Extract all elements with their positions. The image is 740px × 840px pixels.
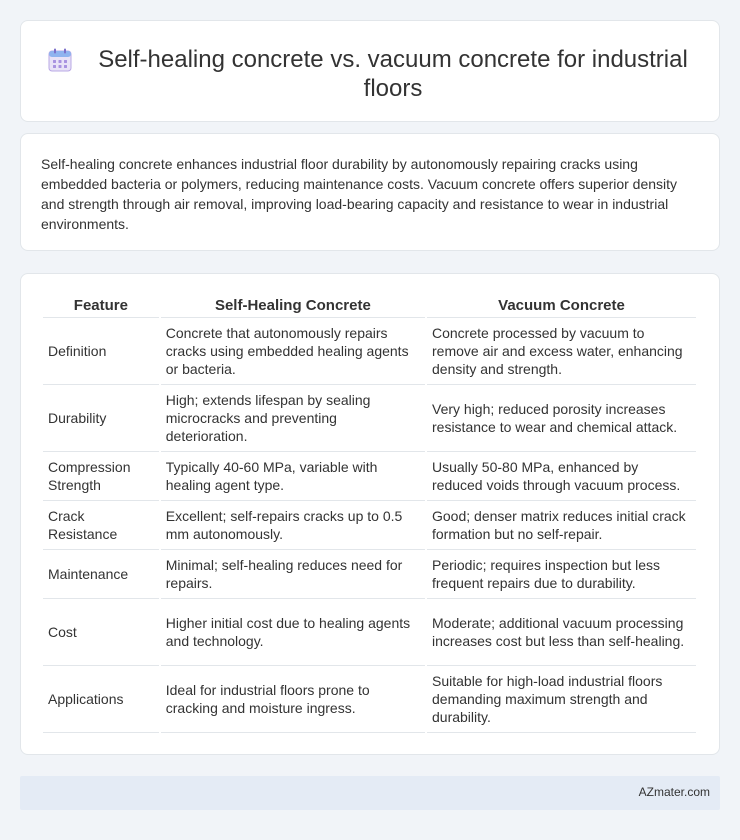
title-card — [20, 20, 720, 122]
table-row — [43, 666, 696, 733]
comparison-table-card — [20, 273, 720, 755]
row-self-healing: Higher initial cost due to healing agents and technology. — [161, 599, 425, 666]
row-vacuum: Good; denser matrix reduces initial crack formation but no self-repair. — [427, 501, 696, 550]
calendar-icon — [47, 47, 73, 73]
table-row — [43, 318, 696, 385]
header-vacuum: Vacuum Concrete — [427, 296, 696, 318]
row-self-healing: Typically 40-60 MPa, variable with healing agent type. — [161, 452, 425, 501]
row-vacuum: Usually 50-80 MPa, enhanced by reduced voids through vacuum process. — [427, 452, 696, 501]
table-row — [43, 501, 696, 550]
row-vacuum: Very high; reduced porosity increases resistance to wear and chemical attack. — [427, 385, 696, 452]
table-row — [43, 452, 696, 501]
header-self-healing: Self-Healing Concrete — [161, 296, 425, 318]
summary-card — [20, 133, 720, 251]
row-feature: Definition — [43, 318, 159, 385]
row-self-healing: Ideal for industrial floors prone to cracking and moisture ingress. — [161, 666, 425, 733]
summary-text: Self-healing concrete enhances industrial floor durability by autonomously repairing cracks using embedded bacteria or polymers, reducing maintenance costs. Vacuum concrete offers superior density and strength through air removal, improving load-bearing capacity and resistance to wear in industrial environments. — [41, 156, 678, 232]
row-feature: Cost — [43, 599, 159, 666]
row-vacuum: Concrete processed by vacuum to remove air and excess water, enhancing density and strength. — [427, 318, 696, 385]
row-feature: Compression Strength — [43, 452, 159, 501]
row-vacuum: Suitable for high-load industrial floors demanding maximum strength and durability. — [427, 666, 696, 733]
footer-brand: AZmater.com — [638, 785, 710, 799]
table-row — [43, 385, 696, 452]
page-title: Self-healing concrete vs. vacuum concrete for industrial floors — [98, 46, 688, 102]
comparison-table — [41, 296, 698, 733]
row-vacuum: Periodic; requires inspection but less frequent repairs due to durability. — [427, 550, 696, 599]
row-feature: Applications — [43, 666, 159, 733]
row-self-healing: Minimal; self-healing reduces need for repairs. — [161, 550, 425, 599]
table-header-row — [43, 296, 696, 318]
table-row — [43, 599, 696, 666]
row-feature: Durability — [43, 385, 159, 452]
footer — [20, 776, 720, 810]
row-feature: Maintenance — [43, 550, 159, 599]
row-feature: Crack Resistance — [43, 501, 159, 550]
row-vacuum: Moderate; additional vacuum processing increases cost but less than self-healing. — [427, 599, 696, 666]
row-self-healing: Excellent; self-repairs cracks up to 0.5 mm autonomously. — [161, 501, 425, 550]
header-feature: Feature — [43, 296, 159, 318]
row-self-healing: High; extends lifespan by sealing microcracks and preventing deterioration. — [161, 385, 425, 452]
table-row — [43, 550, 696, 599]
row-self-healing: Concrete that autonomously repairs cracks using embedded healing agents or bacteria. — [161, 318, 425, 385]
